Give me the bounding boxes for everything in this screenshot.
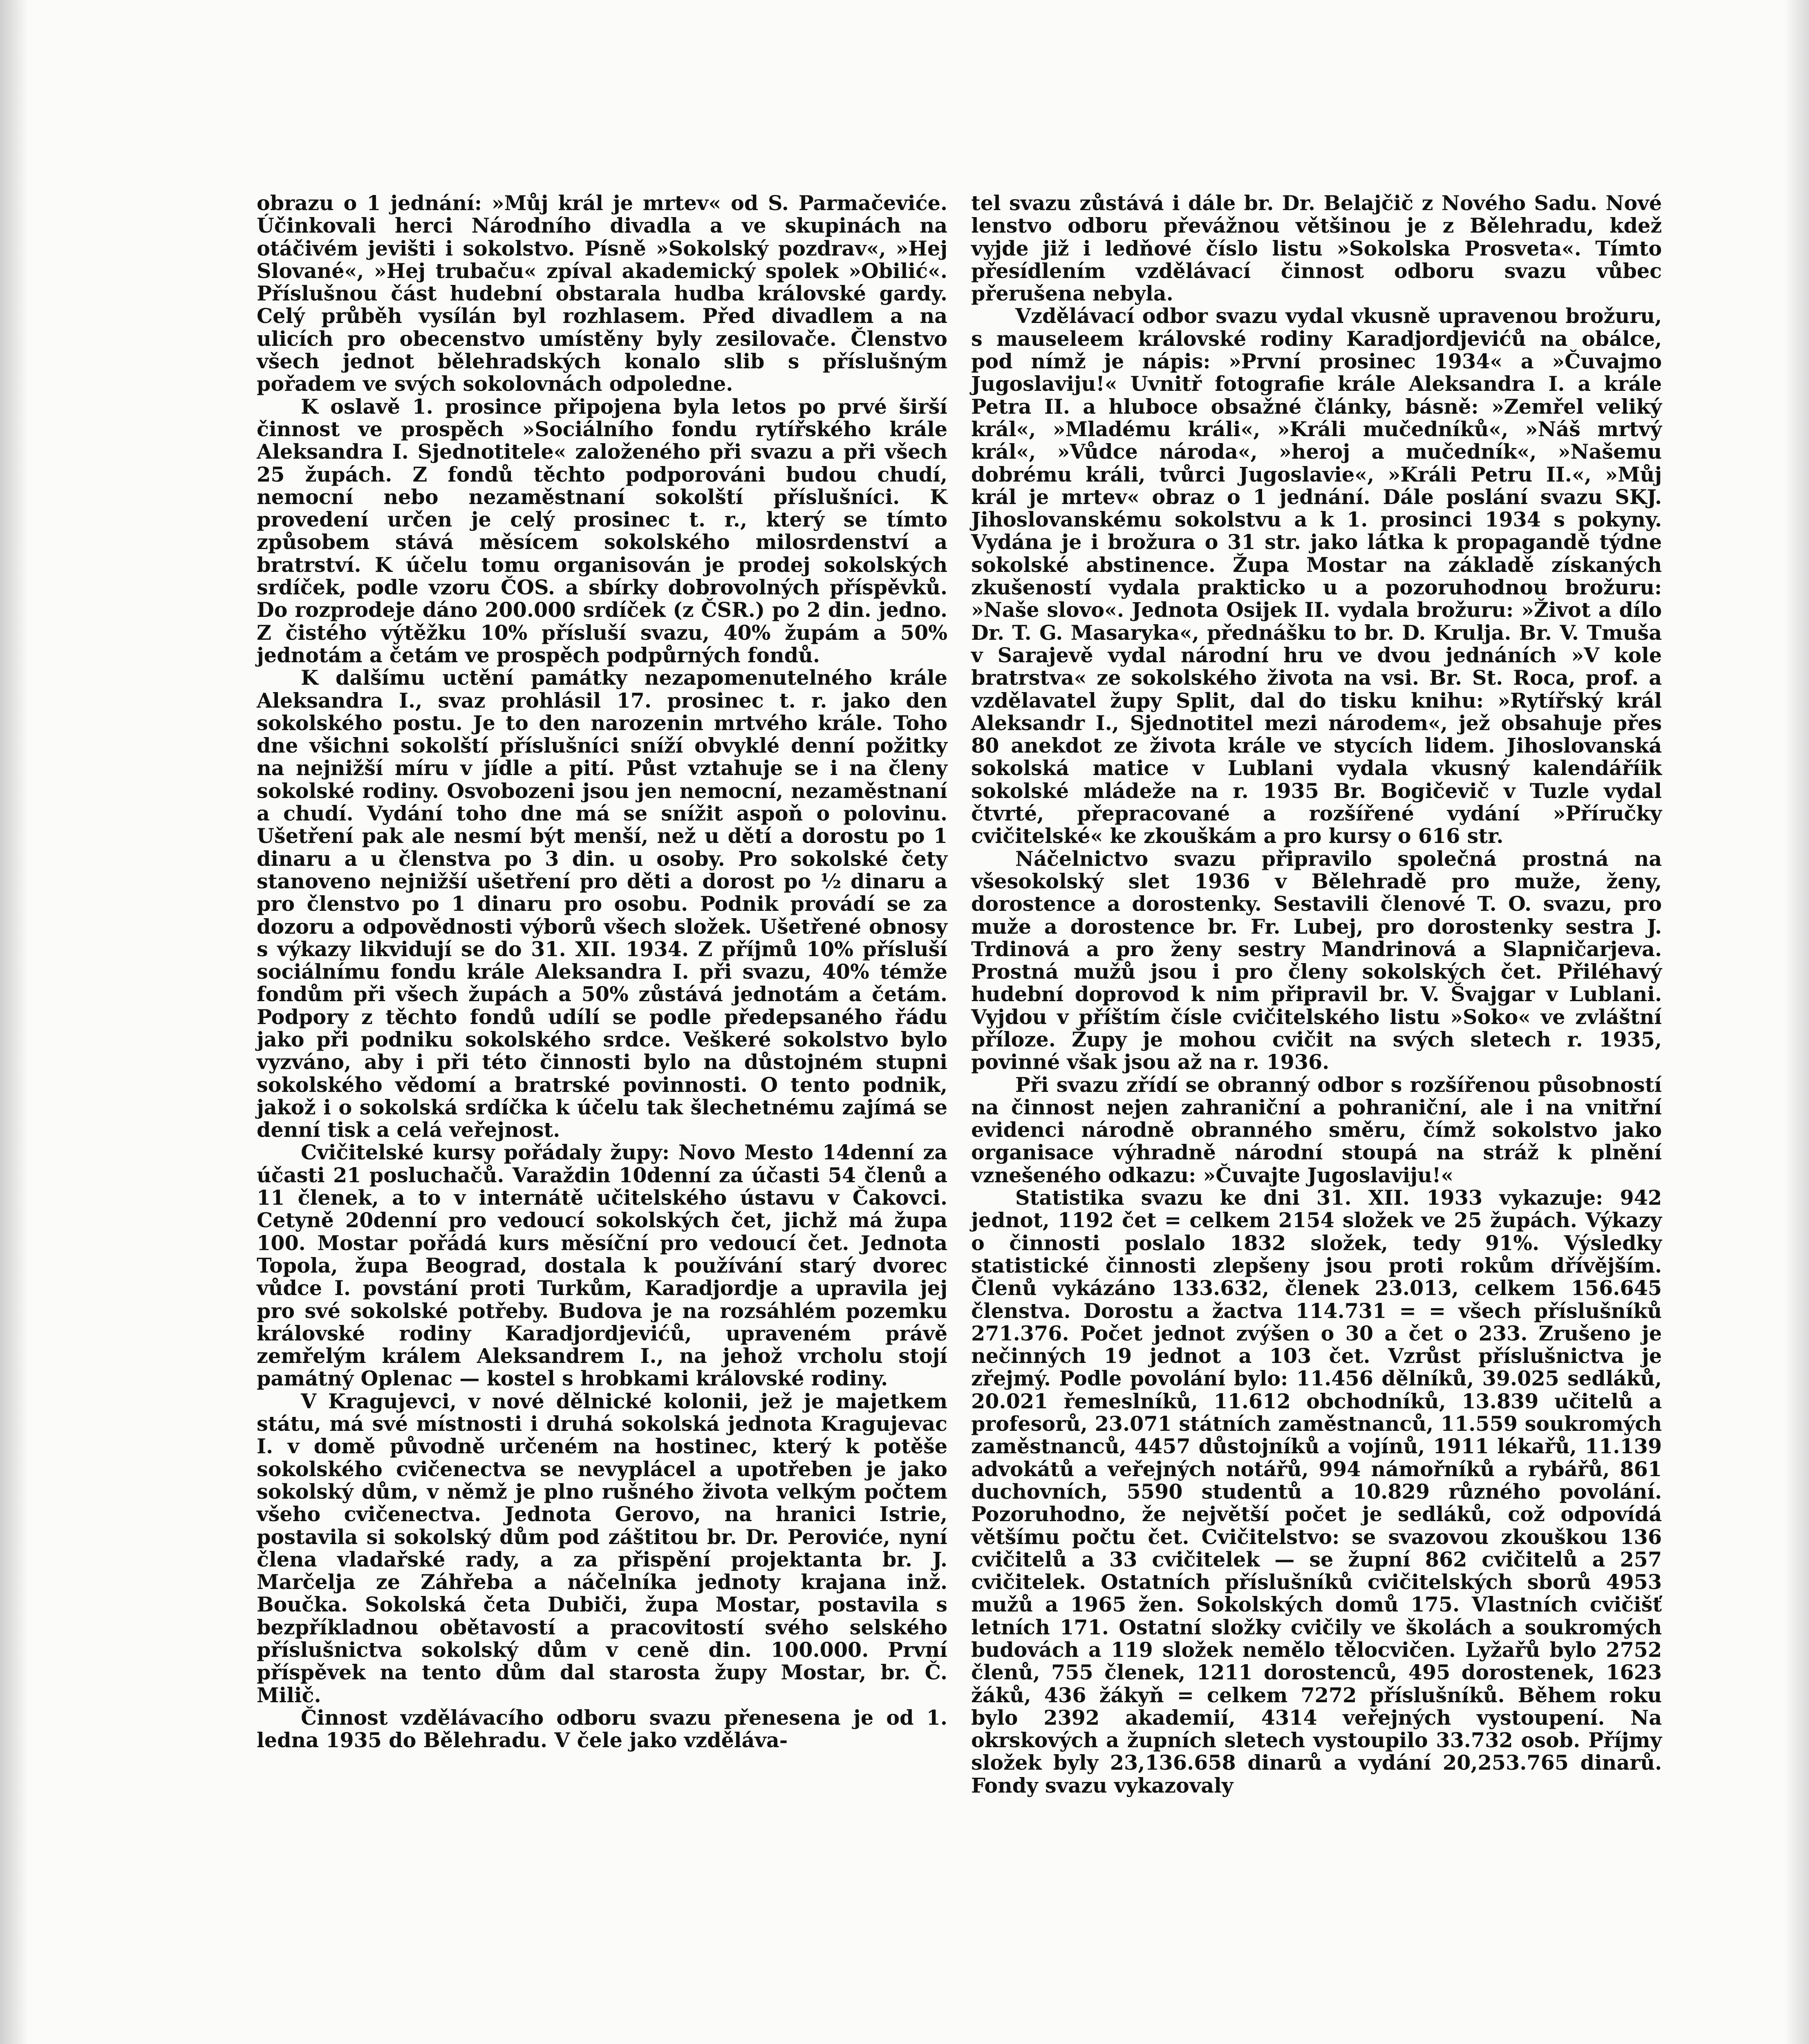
- scan-shadow-right: [1784, 0, 1809, 2044]
- scan-shadow-left: [0, 0, 29, 2044]
- paragraph: Činnost vzdělávacího odboru svazu přenesena je od 1. ledna 1935 do Bělehradu. V čele jako vzděláva-: [257, 1706, 947, 1753]
- paragraph: K dalšímu uctění památky nezapomenutelného krále Aleksandra I., svaz prohlásil 17. prosinec t. r. jako den sokolského postu. Je to den narozenin mrtvého krále. Toho dne všichni sokolští příslušníci sníží obvyklé denní požitky na nejnižší míru v jídle a pití. Půst vztahuje se i na členy sokolské rodiny. Osvobozeni jsou jen nemocní, nezaměstnaní a chudí. Vydání toho dne má se snížit aspoň o polovinu. Ušetření pak ale nesmí být menší, než u dětí a dorostu po 1 dinaru a u členstva po 3 din. u osoby. Pro sokolské čety stanoveno nejnižší ušetření pro děti a dorost po ½ dinaru a pro členstvo po 1 dinaru pro osobu. Podnik provádí se za dozoru a odpovědnosti výborů všech složek. Ušetřené obnosy s výkazy likvidují se do 31. XII. 1934. Z příjmů 10% přísluší sociálnímu fondu krále Aleksandra I. při svazu, 40% témže fondům při všech župách a 50% zůstává jednotám a četám. Podpory z těchto fondů udílí se podle předepsaného řádu jako při podniku sokolského srdce. Veškeré sokolstvo bylo vyzváno, aby i při této činnosti bylo na důstojném stupni sokolského vědomí a bratrské povinnosti. O tento podnik, jakož i o sokolská srdíčka k účelu tak šlechetnému zajímá se denní tisk a celá veřejnost.: [257, 666, 947, 1142]
- paragraph: Statistika svazu ke dni 31. XII. 1933 vykazuje: 942 jednot, 1192 čet = celkem 2154 složek ve 25 župách. Výkazy o činnosti poslalo 1832 složek, tedy 91%. Výsledky statistické činnosti zlepšeny jsou proti rokům dřívějším. Členů vykázáno 133.632, členek 23.013, celkem 156.645 členstva. Dorostu a žactva 114.731 = = všech příslušníků 271.376. Počet jednot zvýšen o 30 a čet o 233. Zrušeno je nečinných 19 jednot a 103 čet. Vzrůst příslušnictva je zřejmý. Podle povolání bylo: 11.456 dělníků, 39.025 sedláků, 20.021 řemeslníků, 11.612 obchodníků, 13.839 učitelů a profesorů, 23.071 státních zaměstnanců, 11.559 soukromých zaměstnanců, 4457 důstojníků a vojínů, 1911 lékařů, 11.139 advokátů a veřejných notářů, 994 námořníků a rybářů, 861 duchovních, 5590 studentů a 10.829 různého povolání. Pozoruhodno, že největší počet je sedláků, což odpovídá většímu počtu čet. Cvičitelstvo: se svazovou zkouškou 136 cvičitelů a 33 cvičitelek — se župní 862 cvičitelů a 257 cvičitelek. Ostatních příslušníků cvičitelských sborů 4953 mužů a 1965 žen. Sokolských domů 175. Vlastních cvičišť letních 171. Ostatní složky cvičily ve školách a soukromých budovách a 119 složek nemělo tělocvičen. Lyžařů bylo 2752 členů, 755 členek, 1211 dorostenců, 495 dorostenek, 1623 žáků, 436 žákyň = celkem 7272 příslušníků. Během roku bylo 2392 akademií, 4314 veřejných vystoupení. Na okrskových a župních sletech vystoupilo 33.732 osob. Příjmy složek byly 23,136.658 dinarů a vydání 20,253.765 dinarů. Fondy svazu vykazovaly: [971, 1186, 1662, 1797]
- paragraph: K oslavě 1. prosince připojena byla letos po prvé širší činnost ve prospěch »Sociálního fondu rytířského krále Aleksandra I. Sjednotitele« založeného při svazu a při všech 25 župách. Z fondů těchto podporováni budou chudí, nemocní nebo nezaměstnaní sokolští příslušníci. K provedení určen je celý prosinec t. r., který se tímto způsobem stává měsícem sokolského milosrdenství a bratrství. K účelu tomu organisován je prodej sokolských srdíček, podle vzoru ČOS. a sbírky dobrovolných příspěvků. Do rozprodeje dáno 200.000 srdíček (z ČSR.) po 2 din. jedno. Z čistého výtěžku 10% přísluší svazu, 40% župám a 50% jednotám a četám ve prospěch podpůrných fondů.: [257, 394, 947, 667]
- paragraph: Náčelnictvo svazu připravilo společná prostná na všesokolský slet 1936 v Bělehradě pro muže, ženy, dorostence a dorostenky. Sestavili členové T. O. svazu, pro muže a dorostence br. Fr. Lubej, pro dorostenky sestra J. Trdinová a pro ženy sestry Mandrinová a Slapničarjeva. Prostná mužů jsou i pro členy sokolských čet. Přiléhavý hudební doprovod k nim připravil br. V. Švajgar v Lublani. Vyjdou v příštím čísle cvičitelského listu »Soko« ve zvláštní příloze. Župy je mohou cvičit na svých sletech r. 1935, povinné však jsou až na r. 1936.: [971, 847, 1662, 1074]
- right-column: [971, 192, 1662, 1797]
- paragraph: V Kragujevci, v nové dělnické kolonii, jež je majetkem státu, má své místnosti i druhá sokolská jednota Kragujevac I. v domě původně určeném na hostinec, který k potěše sokolského cvičenectva se nevyplácel a upotřeben je jako sokolský dům, v němž je plno rušného života velkým počtem všeho cvičenectva. Jednota Gerovo, na hranici Istrie, postavila si sokolský dům pod záštitou br. Dr. Peroviće, nyní člena vladařské rady, a za přispění projektanta br. J. Marčelja ze Záhřeba a náčelníka jednoty krajana inž. Boučka. Sokolská četa Dubiči, župa Mostar, postavila s bezpříkladnou obětavostí a pracovitostí svého selského příslušnictva sokolský dům v ceně din. 100.000. První příspěvek na tento dům dal starosta župy Mostar, br. Č. Milič.: [257, 1389, 947, 1707]
- left-column: [257, 192, 947, 1752]
- paragraph: Vzdělávací odbor svazu vydal vkusně upravenou brožuru, s mauseleem královské rodiny Karadjordjevićů na obálce, pod nímž je nápis: »První prosinec 1934« a »Čuvajmo Jugoslaviju!« Uvnitř fotografie krále Aleksandra I. a krále Petra II. a hluboce obsažné články, básně: »Zemřel veliký král«, »Mladému králi«, »Králi mučedníků«, »Náš mrtvý král«, »Vůdce národa«, »heroj a mučedník«, »Našemu dobrému králi, tvůrci Jugoslavie«, »Králi Petru II.«, »Můj král je mrtev« obraz o 1 jednání. Dále poslání svazu SKJ. Jihoslovanskému sokolstvu a k 1. prosinci 1934 s pokyny. Vydána je i brožura o 31 str. jako látka k propagandě týdne sokolské abstinence. Župa Mostar na základě získaných zkušeností vydala prakticko u a pozoruhodnou brožuru: »Naše slovo«. Jednota Osijek II. vydala brožuru: »Život a dílo Dr. T. G. Masaryka«, přednášku to br. D. Krulja. Br. V. Tmuša v Sarajevě vydal národní hru ve dvou jednáních »V kole bratrstva« ze sokolského života na vsi. Br. St. Roca, prof. a vzdělavatel župy Split, dal do tisku knihu: »Rytířský král Aleksandr I., Sjednotitel mezi národem«, jež obsahuje přes 80 anekdot ze života krále ve stycích lidem. Jihoslovanská sokolská matice v Lublani vydala vkusný kalendáříik sokolské mládeže na r. 1935 Br. Bogičevič v Tuzle vydal čtvrté, přepracované a rozšířené vydání »Příručky cvičitelské« ke zkouškám a pro kursy o 616 str.: [971, 304, 1662, 848]
- paragraph: Při svazu zřídí se obranný odbor s rozšířenou působností na činnost nejen zahraniční a pohraniční, ale i na vnitřní evidenci národně obranného směru, čímž sokolstvo jako organisace výhradně národní stoupá na stráž k plnění vznešeného odkazu: »Čuvajte Jugoslaviju!«: [971, 1073, 1662, 1187]
- paragraph: Cvičitelské kursy pořádaly župy: Novo Mesto 14denní za účasti 21 posluchačů. Varaždin 10denní za účasti 54 členů a 11 členek, a to v internátě učitelského ústavu v Čakovci. Cetyně 20denní pro vedoucí sokolských čet, jichž má župa 100. Mostar pořádá kurs měsíční pro vedoucí čet. Jednota Topola, župa Beograd, dostala k používání starý dvorec vůdce I. povstání proti Turkům, Karadjordje a upravila jej pro své sokolské potřeby. Budova je na rozsáhlém pozemku královské rodiny Karadjordjevićů, upraveném právě zemřelým králem Aleksandrem I., na jehož vrcholu stojí památný Oplenac — kostel s hrobkami královské rodiny.: [257, 1141, 947, 1391]
- paragraph: obrazu o 1 jednání: »Můj král je mrtev« od S. Parmačeviće. Účinkovali herci Národního divadla a ve skupinách na otáčivém jevišti i sokolstvo. Písně »Sokolský pozdrav«, »Hej Slované«, »Hej trubaču« zpíval akademický spolek »Obilić«. Příslušnou část hudební obstarala hudba královské gardy. Celý průběh vysílán byl rozhlasem. Před divadlem a na ulicích pro obecenstvo umístěny byly zesilovače. Členstvo všech jednot bělehradských konalo slib s příslušným pořadem ve svých sokolovnách odpoledne.: [257, 191, 947, 396]
- paragraph: tel svazu zůstává i dále br. Dr. Belajčič z Nového Sadu. Nové lenstvo odboru převážnou většinou je z Bělehradu, kdež vyjde již i ledňové číslo listu »Sokolska Prosveta«. Tímto přesídlením vzdělávací činnost odboru svazu vůbec přerušena nebyla.: [971, 191, 1662, 306]
